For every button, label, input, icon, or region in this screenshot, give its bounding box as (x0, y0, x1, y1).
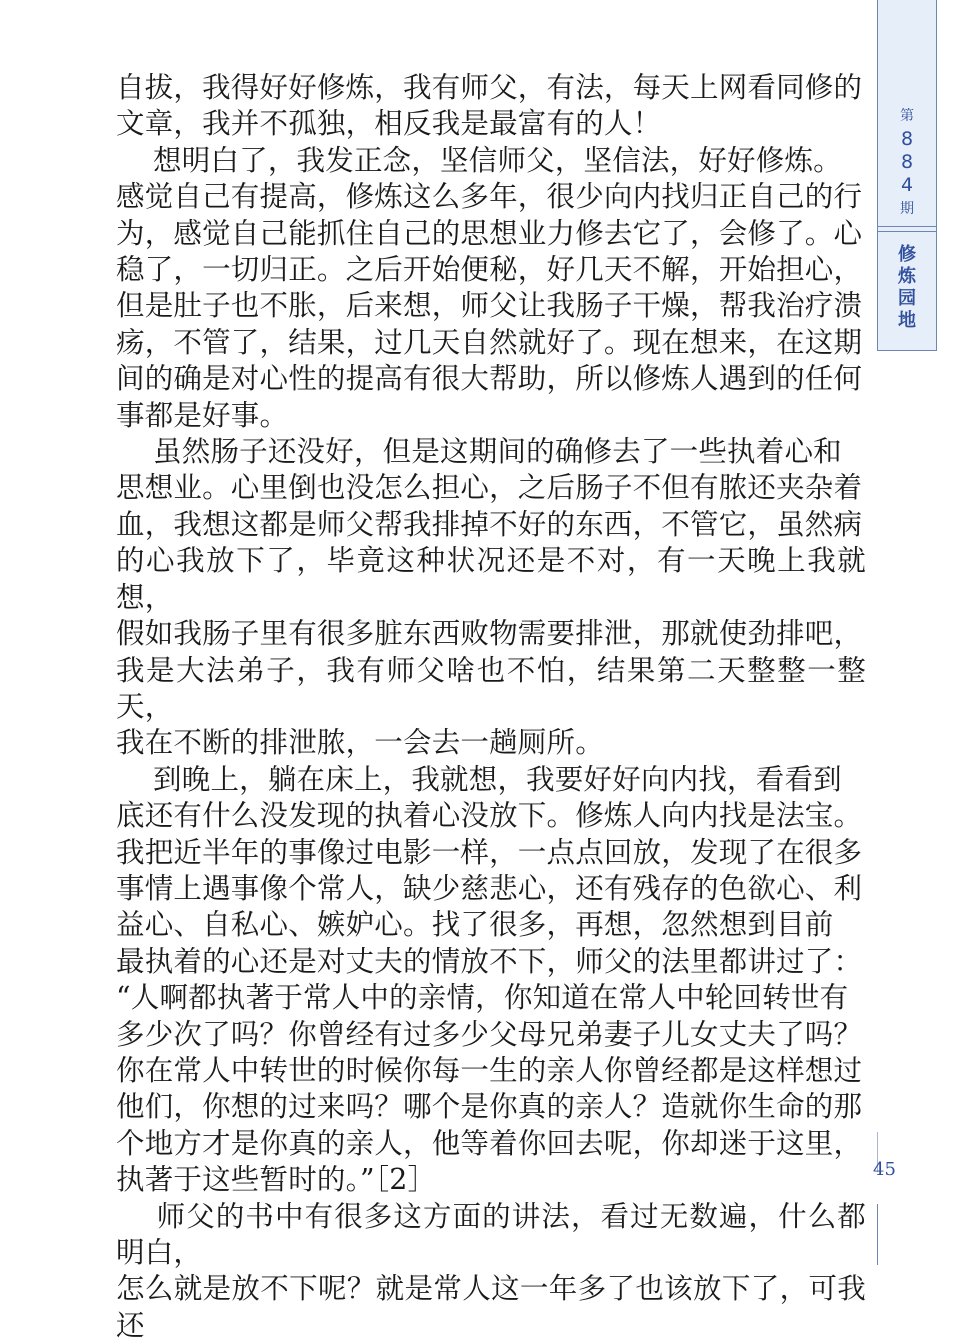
section-char: 修 (898, 244, 916, 265)
text-line: 执著于这些暂时的。”［2］ (116, 1163, 437, 1197)
sidebar-divider (878, 231, 936, 232)
text-line: 想明白了，我发正念，坚信师父，坚信法，好好修炼。 (116, 143, 842, 177)
article-body (116, 70, 866, 1344)
text-line: 为，感觉自己能抓住自己的思想业力修去它了，会修了。心 (116, 216, 863, 250)
text-line: 我在不断的排泄脓，一会去一趟厕所。 (116, 726, 604, 760)
section-char: 地 (898, 310, 916, 331)
sidebar-divider (878, 226, 936, 227)
text-line: 事都是好事。 (116, 398, 289, 432)
text-line: 到晚上，躺在床上，我就想，我要好好向内找，看看到 (116, 762, 842, 796)
text-line: 底还有什么没发现的执着心没放下。修炼人向内找是法宝。 (116, 799, 863, 833)
side-tab (877, 0, 937, 350)
page-number: 45 (873, 1159, 896, 1180)
text-line: 思想业。心里倒也没怎么担心，之后肠子不但有脓还夹杂着 (116, 471, 863, 505)
text-line: 怎么就是放不下呢？就是常人这一年多了也该放下了，可我还 (116, 1272, 866, 1342)
text-line: 最执着的心还是对丈夫的情放不下，师父的法里都讲过了： (116, 944, 863, 978)
text-line: 文章，我并不孤独，相反我是最富有的人！ (116, 107, 662, 141)
section-char: 炼 (898, 266, 916, 287)
text-line: 虽然肠子还没好，但是这期间的确修去了一些执着心和 (116, 435, 842, 469)
issue-label (878, 104, 936, 221)
text-line: 间的确是对心性的提高有很大帮助，所以修炼人遇到的任何 (116, 362, 863, 396)
text-line: 疡，不管了，结果，过几天自然就好了。现在想来，在这期 (116, 325, 863, 359)
text-line: 他们，你想的过来吗？哪个是你真的亲人？造就你生命的那 (116, 1090, 863, 1124)
text-line: 血，我想这都是师父帮我排掉不好的东西，不管它，虽然病 (116, 507, 863, 541)
issue-digit: 8 (900, 151, 914, 173)
text-line: 师父的书中有很多这方面的讲法，看过无数遍，什么都明白， (116, 1199, 866, 1269)
text-line: 多少次了吗？你曾经有过多少父母兄弟妻子儿女丈夫了吗？ (116, 1017, 863, 1051)
section-char: 园 (898, 288, 916, 309)
text-line: 事情上遇事像个常人，缺少慈悲心，还有残存的色欲心、利 (116, 871, 863, 905)
text-line: 我是大法弟子，我有师父啥也不怕，结果第二天整整一整天， (116, 653, 866, 723)
text-line: 假如我肠子里有很多脏东西败物需要排泄，那就使劲排吧， (116, 617, 863, 651)
text-line: 你在常人中转世的时候你每一生的亲人你曾经都是这样想过 (116, 1053, 863, 1087)
margin-rule-lower (877, 1204, 878, 1265)
text-line: 稳了，一切归正。之后开始便秘，好几天不解，开始担心， (116, 253, 863, 287)
section-label (878, 244, 936, 332)
text-line: 但是肚子也不胀，后来想，师父让我肠子干燥，帮我治疗溃 (116, 289, 863, 323)
text-line: 感觉自己有提高，修炼这么多年，很少向内找归正自己的行 (116, 180, 863, 214)
text-line: 自拔，我得好好修炼，我有师父，有法，每天上网看同修的 (116, 71, 863, 104)
text-line: 益心、自私心、嫉妒心。找了很多，再想，忽然想到目前 (116, 908, 834, 942)
issue-suffix: 期 (900, 201, 914, 217)
issue-digit: 8 (900, 128, 914, 150)
text-line: “人啊都执著于常人中的亲情，你知道在常人中轮回转世有 (116, 981, 849, 1015)
text-line: 的心我放下了，毕竟这种状况还是不对，有一天晚上我就想， (116, 544, 866, 614)
sidebar-bottom-rule (877, 350, 937, 351)
issue-digit: 4 (900, 174, 914, 196)
issue-prefix: 第 (900, 108, 914, 124)
text-line: 个地方才是你真的亲人，他等着你回去呢，你却迷于这里， (116, 1126, 863, 1160)
text-line: 我把近半年的事像过电影一样，一点点回放，发现了在很多 (116, 835, 863, 869)
